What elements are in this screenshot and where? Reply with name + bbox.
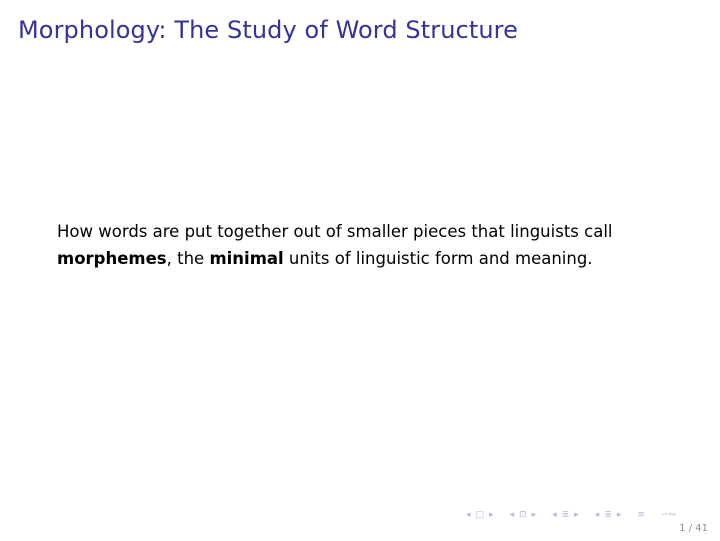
frame-title: Morphology: The Study of Word Structure [18, 16, 518, 44]
frame-icon[interactable]: ⊡ [519, 510, 527, 520]
next-subsection-arrow-icon[interactable]: ▸ [574, 510, 579, 520]
body-paragraph [57, 218, 687, 272]
search-icon[interactable]: ∽∾ [660, 510, 677, 520]
prev-slide-arrow-icon[interactable]: ◂ [466, 510, 471, 520]
next-frame-arrow-icon[interactable]: ▸ [531, 510, 537, 520]
subsection-icon[interactable]: ≣ [561, 510, 570, 520]
section-icon[interactable]: ≣ [604, 510, 612, 520]
next-section-arrow-icon[interactable]: ▸ [616, 510, 622, 520]
slide-icon[interactable]: □ [475, 510, 485, 520]
prev-section-arrow-icon[interactable]: ◂ [594, 510, 600, 520]
next-slide-arrow-icon[interactable]: ▸ [489, 510, 494, 520]
appendix-icon[interactable]: ≡ [637, 510, 645, 520]
prev-subsection-arrow-icon[interactable]: ◂ [552, 510, 557, 520]
page-current: 1 [679, 523, 686, 534]
body-line-1: How words are put together out of smaller pieces that linguists call [57, 222, 613, 241]
term-morphemes: morphemes [57, 249, 167, 268]
body-text-rest: units of linguistic form and meaning. [283, 249, 593, 268]
term-minimal: minimal [209, 249, 284, 268]
navigation-bar [465, 507, 715, 523]
page-separator: / [685, 523, 696, 534]
page-total: 41 [695, 523, 708, 534]
page-number [679, 523, 708, 534]
body-text-the: , the [166, 249, 210, 268]
prev-frame-arrow-icon[interactable]: ◂ [509, 510, 515, 520]
